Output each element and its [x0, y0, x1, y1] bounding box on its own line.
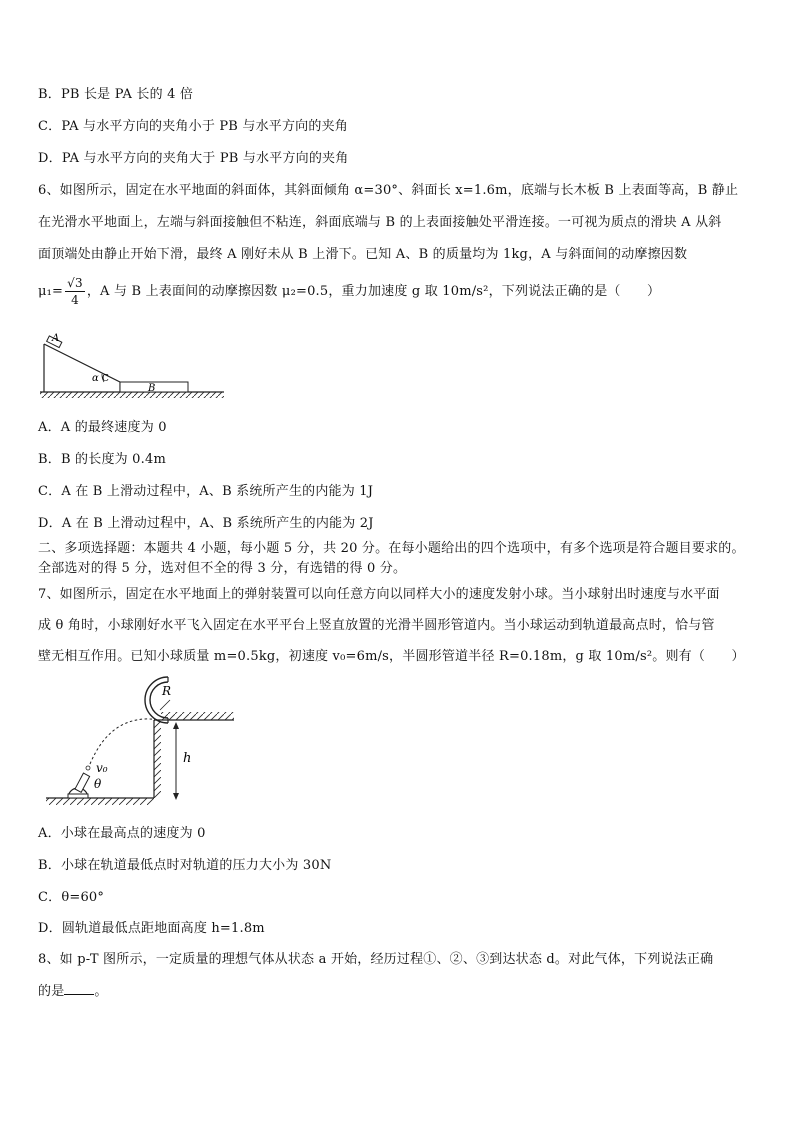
- label-c: C: [102, 374, 109, 384]
- q6-stem-line-4-rest: ，A 与 B 上表面间的动摩擦因数 μ₂=0.5，重力加速度 g 取 10m/s²，下列说法正确的是（ ）: [86, 284, 661, 299]
- label-alpha: α: [92, 373, 99, 384]
- q7-launcher-figure: [42, 672, 238, 808]
- trajectory-dashed: [90, 719, 160, 764]
- ball: [86, 766, 90, 770]
- q6-stem-line-4: [38, 275, 660, 308]
- platform-top-hatch: [161, 712, 234, 720]
- ground-hatch: [46, 798, 154, 805]
- q7-stem-line-2: 成 θ 角时，小球刚好水平飞入固定在水平平台上竖直放置的光滑半圆形管道内。当小球运动到轨道最高点时，恰与管: [38, 618, 715, 633]
- q7-option-d: D．圆轨道最低点距地面高度 h=1.8m: [38, 921, 265, 936]
- q6-option-a: A．A 的最终速度为 0: [38, 420, 167, 435]
- q6-stem-line-3: 面顶端处由静止开始下滑，最终 A 刚好未从 B 上滑下。已知 A、B 的质量均为 1kg，A 与斜面间的动摩擦因数: [38, 247, 688, 262]
- fraction-denominator: 4: [71, 293, 79, 307]
- launcher-barrel: [75, 773, 90, 792]
- q7-option-a: A．小球在最高点的速度为 0: [38, 826, 206, 841]
- q6-option-b: B．B 的长度为 0.4m: [38, 452, 166, 467]
- platform-wall-hatch: [154, 720, 161, 798]
- label-theta: θ: [94, 777, 102, 791]
- q5-option-d: D．PA 与水平方向的夹角大于 PB 与水平方向的夹角: [38, 151, 349, 166]
- q7-option-c: C．θ=60°: [38, 890, 105, 905]
- q8-stem-prefix: 的是: [38, 984, 65, 999]
- label-b: B: [148, 383, 156, 394]
- q8-stem-line-2: [38, 980, 108, 999]
- answer-blank: [64, 982, 94, 995]
- q5-option-b: B．PB 长是 PA 长的 4 倍: [38, 87, 194, 102]
- label-h: h: [183, 751, 192, 766]
- section-2-heading-line-2: 全部选对的得 5 分，选对但不全的得 3 分，有选错的得 0 分。: [38, 561, 407, 576]
- q8-stem-suffix: 。: [94, 984, 108, 999]
- q5-option-c: C．PA 与水平方向的夹角小于 PB 与水平方向的夹角: [38, 119, 348, 134]
- label-r: R: [162, 684, 172, 698]
- q8-stem-line-1: 8、如 p-T 图所示，一定质量的理想气体从状态 a 开始，经历过程①、②、③到达状态 d。对此气体，下列说法正确: [38, 952, 714, 967]
- q7-stem-line-3: 壁无相互作用。已知小球质量 m=0.5kg，初速度 v₀=6m/s，半圆形管道半径 R=0.18m，g 取 10m/s²。则有（ ）: [38, 649, 745, 664]
- q6-option-c: C．A 在 B 上滑动过程中，A、B 系统所产生的内能为 1J: [38, 484, 374, 499]
- q6-stem-line-2: 在光滑水平地面上，左端与斜面接触但不粘连，斜面底端与 B 的上表面接触处平滑连接。一可视为质点的滑块 A 从斜: [38, 215, 722, 230]
- label-a: A: [52, 333, 60, 344]
- mu1-fraction: [65, 275, 85, 308]
- q6-option-d: D．A 在 B 上滑动过程中，A、B 系统所产生的内能为 2J: [38, 516, 374, 531]
- mu1-label: μ₁=: [38, 284, 64, 299]
- section-2-heading-line-1: 二、多项选择题：本题共 4 小题，每小题 5 分，共 20 分。在每小题给出的四个选项中，有多个选项是符合题目要求的。: [38, 541, 745, 556]
- radius-line: [160, 700, 170, 710]
- q7-option-b: B．小球在轨道最低点时对轨道的压力大小为 30N: [38, 858, 332, 873]
- q6-stem-line-1: 6、如图所示，固定在水平地面的斜面体，其斜面倾角 α=30°、斜面长 x=1.6m，底端与长木板 B 上表面等高，B 静止: [38, 183, 739, 198]
- label-v0: v₀: [96, 761, 108, 775]
- ground-hatch: [40, 392, 224, 398]
- q7-stem-line-1: 7、如图所示，固定在水平地面上的弹射装置可以向任意方向以同样大小的速度发射小球。当小球射出时速度与水平面: [38, 587, 720, 602]
- q6-incline-figure: [38, 330, 228, 402]
- fraction-numerator: √3: [67, 276, 83, 290]
